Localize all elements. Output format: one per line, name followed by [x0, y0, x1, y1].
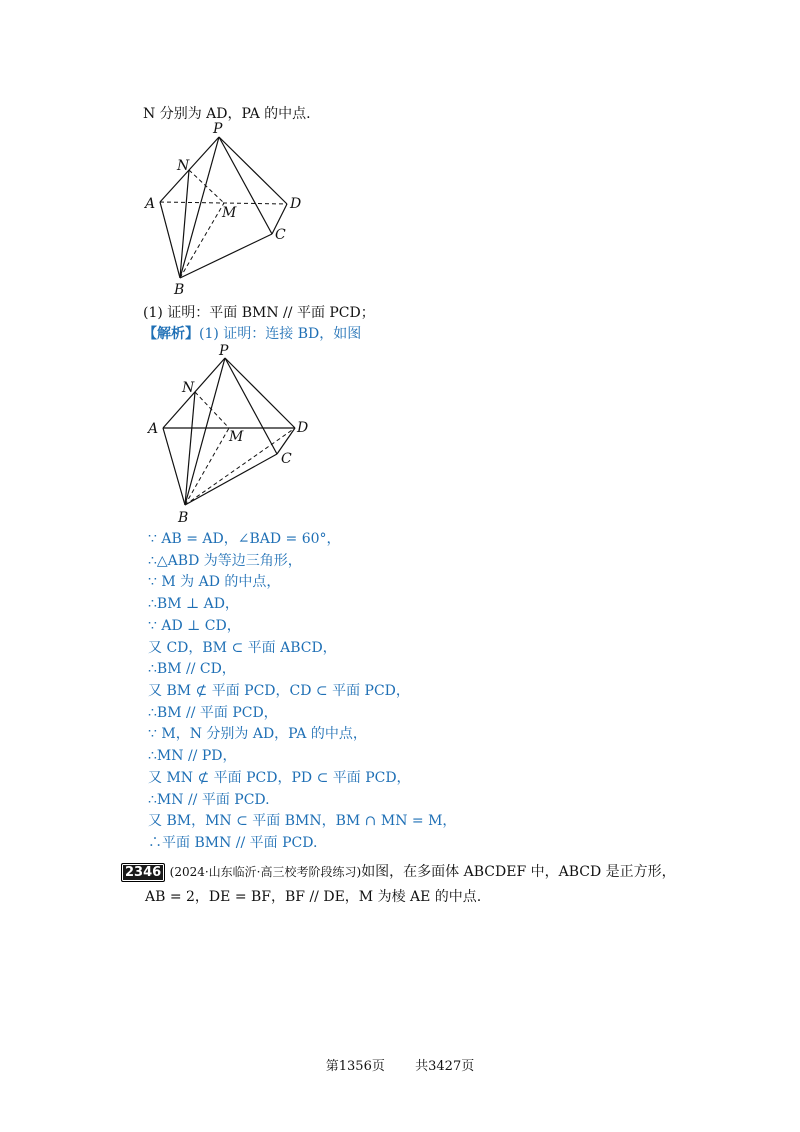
- proof-line: ∴平面 BMN // 平面 PCD.: [148, 835, 318, 851]
- proof-line: ∴MN // 平面 PCD.: [148, 792, 270, 808]
- page-total: 共3427页: [415, 1059, 475, 1074]
- label-A: A: [145, 196, 156, 212]
- proof-line: ∴BM // CD，: [148, 661, 236, 677]
- proof-line: ∵ AD ⊥ CD，: [148, 618, 241, 634]
- label-A: A: [148, 421, 159, 437]
- label-D: D: [290, 196, 302, 212]
- proof-line: 又 MN ⊄ 平面 PCD，PD ⊂ 平面 PCD，: [148, 770, 411, 786]
- problem-source: (2024·山东临沂·高三校考阶段练习): [169, 865, 362, 879]
- proof-line: ∵ M，N 分别为 AD，PA 的中点，: [148, 726, 367, 742]
- label-B: B: [178, 510, 189, 525]
- analysis-text: (1) 证明：连接 BD，如图: [199, 326, 362, 342]
- pyramid-figure-2: [145, 340, 315, 525]
- label-N: N: [182, 380, 195, 396]
- label-P: P: [219, 343, 229, 359]
- intro-line: N 分别为 AD，PA 的中点.: [143, 106, 311, 122]
- proof-line: ∵ M 为 AD 的中点，: [148, 574, 281, 590]
- proof-line: 又 BM，MN ⊂ 平面 BMN，BM ∩ MN = M，: [148, 813, 457, 829]
- proof-line: ∵ AB = AD，∠BAD = 60°，: [148, 531, 341, 547]
- label-P: P: [213, 121, 223, 137]
- label-B: B: [174, 282, 185, 298]
- proof-line: ∴BM ⊥ AD，: [148, 596, 239, 612]
- pyramid-figure-1: [140, 118, 310, 300]
- problem-text-2: AB = 2，DE = BF，BF // DE，M 为棱 AE 的中点.: [145, 889, 482, 905]
- problem-text-1: 如图，在多面体 ABCDEF 中，ABCD 是正方形，: [361, 864, 676, 880]
- next-problem-line-1: [121, 861, 676, 882]
- proof-line: 又 CD，BM ⊂ 平面 ABCD，: [148, 640, 337, 656]
- proof-line: ∴△ABD 为等边三角形，: [148, 553, 302, 569]
- proof-line: 又 BM ⊄ 平面 PCD，CD ⊂ 平面 PCD，: [148, 683, 410, 699]
- label-C: C: [275, 227, 286, 243]
- label-D: D: [297, 420, 309, 436]
- problem-number-badge: 2346: [121, 863, 165, 882]
- page-number: 第1356页: [325, 1059, 385, 1074]
- proof-line: ∴BM // 平面 PCD，: [148, 705, 278, 721]
- question-part-1: (1) 证明：平面 BMN // 平面 PCD；: [143, 305, 375, 321]
- label-C: C: [281, 451, 292, 467]
- proof-line: ∴MN // PD，: [148, 748, 237, 764]
- analysis-tag: 【解析】: [143, 326, 199, 342]
- label-M: M: [222, 205, 237, 221]
- page-footer: [0, 1055, 800, 1074]
- label-N: N: [177, 158, 190, 174]
- label-M: M: [229, 429, 244, 445]
